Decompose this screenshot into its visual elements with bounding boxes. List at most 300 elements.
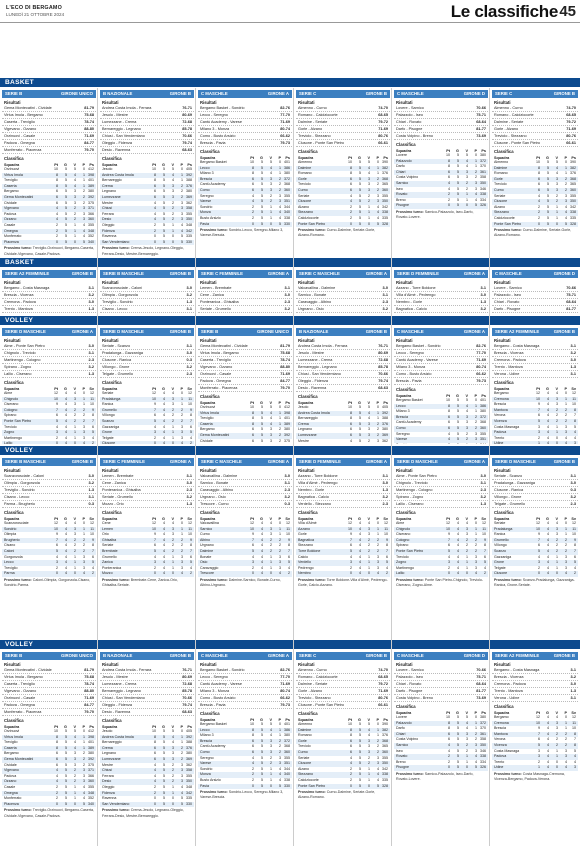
league-name: SERIE B [5, 91, 23, 96]
col-label: V [269, 156, 272, 160]
stat-cell: 0 [74, 441, 76, 444]
match-score: 75-71 [566, 293, 576, 297]
standings-block [492, 652, 578, 848]
stat-cell: 4 [56, 773, 58, 778]
stat-cell: 5 [457, 409, 459, 414]
stat-cell: 2 [83, 418, 85, 423]
stat-cell: 0 [172, 239, 174, 244]
stat-cell: 8 [538, 165, 540, 170]
stat-cell: 392 [186, 172, 192, 177]
stat-cell: 2 [83, 200, 85, 205]
result-row [394, 112, 488, 119]
stat-cell: 328 [570, 221, 576, 226]
stat-cell: 5 [466, 715, 468, 719]
stat-cell: 4 [448, 180, 450, 185]
col-squadra: Squadra [396, 517, 412, 521]
stat-cell: 3 [556, 532, 558, 537]
match-teams: Treviolo - Stezzano [298, 134, 331, 138]
match-score: 3-1 [570, 474, 576, 478]
stat-cell: 4 [163, 521, 165, 525]
stat-cell: 3 [377, 565, 379, 570]
stat-cell: 2 [181, 543, 183, 548]
next-round-note [296, 789, 390, 802]
stat-cell: 2 [565, 187, 567, 192]
stat-cell: 2 [154, 790, 156, 795]
stat-cell: 4 [547, 731, 549, 736]
stat-cell: 1 [172, 228, 174, 233]
league-name: SERIE D MASCHILE [495, 459, 536, 464]
stat-cell: 5 [457, 748, 459, 753]
stat-cell: 4 [163, 532, 165, 537]
match-score: 3-0 [570, 358, 576, 362]
group-name: GIRONE B [553, 653, 575, 658]
stat-cell: 2 [466, 180, 468, 185]
stat-cell [459, 443, 468, 444]
stat-cell: 1 [475, 164, 477, 169]
stat-cell: 330 [186, 239, 192, 244]
match-teams [200, 313, 222, 314]
team-name: Curno [298, 187, 308, 192]
col-label: Pt [348, 718, 352, 722]
col-label: Ps [481, 711, 486, 715]
stat-cell: 342 [186, 790, 192, 795]
league-name: SERIE D MASCHILE [397, 459, 438, 464]
stat-cell: 10 [348, 722, 352, 726]
standings-heading: Classifica [4, 510, 24, 515]
stat-cell: 3 [83, 430, 85, 435]
stat-cell: 3 [466, 414, 468, 419]
stat-cell: 6 [448, 543, 450, 548]
block-header [2, 90, 96, 98]
stat-cell: 2 [448, 754, 450, 759]
stat-cell: 348 [186, 222, 192, 227]
stat-cell: 2 [56, 784, 58, 789]
stat-cell: 352 [88, 796, 94, 801]
result-row [296, 385, 390, 392]
team-name: Gazzaniga [494, 554, 512, 559]
match-teams: Chiusi - San Vendemiano [298, 372, 341, 376]
block-header [394, 90, 488, 98]
match-teams: Gema Montecatini - Cividale [4, 668, 52, 672]
match-teams: Seriate - Scanzo [102, 344, 131, 348]
stat-cell: 5 [457, 715, 459, 719]
stat-cell: 2 [368, 548, 370, 553]
stat-cell: 3 [279, 199, 281, 204]
stat-cell: 382 [382, 727, 388, 732]
table-body [100, 167, 194, 245]
stat-cell: 4 [547, 407, 549, 412]
result-row [198, 674, 292, 681]
stat-cell: 2 [556, 737, 558, 742]
stat-cell: 2 [368, 193, 370, 198]
stat-cell: 3 [74, 756, 76, 761]
stat-cell: 1 [466, 759, 468, 764]
col-label: G [546, 156, 549, 160]
column-rule [97, 88, 98, 846]
stat-cell: 5 [261, 215, 263, 220]
stat-cell: 4 [270, 733, 272, 738]
stat-cell: 0 [74, 571, 76, 576]
team-name: Varese [396, 437, 408, 442]
col-label: G [64, 387, 67, 391]
match-teams: Darfo - Pisogne [494, 307, 521, 311]
stat-cell: 4 [261, 571, 263, 576]
stat-cell: 1 [556, 424, 558, 429]
stat-cell: 380 [480, 409, 486, 414]
match-teams: Bergamo Basket - Sondrio [200, 106, 245, 110]
team-name: Villa d'Almè [298, 521, 317, 525]
match-teams: Sarnico - Bonate [200, 481, 229, 485]
results-heading: Risultati [102, 662, 119, 667]
stat-cell: 4 [547, 543, 549, 548]
stat-cell: 4 [261, 526, 263, 531]
match-score: 80-76 [566, 134, 576, 138]
stat-cell: 5 [154, 548, 156, 553]
stat-cell: 2 [475, 548, 477, 553]
section-bar-volley-2: VOLLEY [0, 446, 580, 455]
stat-cell: 3 [172, 532, 174, 537]
stat-cell: 8 [92, 543, 94, 548]
stat-cell: 5 [359, 410, 361, 415]
stat-cell: 5 [386, 560, 388, 565]
stat-cell: 2 [538, 215, 540, 220]
stat-cell: 5 [547, 160, 549, 164]
stat-cell: 3 [377, 438, 379, 443]
group-name: GIRONE B [553, 91, 575, 96]
standings-heading: Classifica [200, 149, 220, 154]
team-name: Seregno [200, 193, 214, 198]
team-name: Bergamo [200, 427, 215, 432]
stat-cell: 0 [556, 221, 558, 226]
result-row [296, 364, 390, 371]
stat-cell: 1 [538, 441, 540, 444]
stat-cell: 350 [186, 779, 192, 784]
stat-cell: 0 [368, 221, 370, 226]
stat-cell: 8 [252, 171, 254, 176]
stat-cell: 0 [377, 722, 379, 726]
stat-cell: 2 [74, 543, 76, 548]
stat-cell: 4 [163, 441, 165, 444]
match-teams: Spirano - Zogno [396, 495, 424, 499]
page-title: Le classifiche [450, 2, 558, 21]
team-name: Almenno [298, 722, 313, 726]
stat-cell: 2 [56, 565, 58, 570]
stat-cell: 2 [377, 176, 379, 181]
stat-cell: 2 [475, 737, 477, 742]
stat-cell: 5 [261, 427, 263, 432]
result-row [296, 357, 390, 364]
team-name: Seriate [298, 755, 310, 760]
stat-cell: 401 [284, 160, 290, 164]
col-label: V [465, 394, 468, 398]
stat-cell: 12 [384, 521, 388, 525]
result-row [296, 140, 390, 147]
stat-cell: 0 [252, 221, 254, 226]
stat-cell: 365 [570, 182, 576, 187]
stat-cell: 376 [382, 421, 388, 426]
match-score: 68-65 [566, 113, 576, 117]
stat-cell: 3 [83, 768, 85, 773]
stat-cell: 0 [154, 571, 156, 576]
match-score: 70-66 [182, 696, 192, 700]
team-name: Caserta [4, 745, 17, 750]
match-teams: Seriate - Grumello [200, 307, 231, 311]
stat-cell: 4 [574, 754, 576, 759]
result-row [100, 147, 194, 154]
team-name: Urgnano [200, 543, 214, 548]
stat-cell: 7 [574, 737, 576, 742]
stat-cell: 4 [350, 438, 352, 443]
team-name: Monferrato [4, 234, 22, 239]
stat-cell: 355 [382, 193, 388, 198]
stat-cell: 370 [480, 726, 486, 731]
stat-cell: 1 [181, 740, 183, 745]
match-score: 1-3 [570, 689, 576, 693]
col-label: V [367, 718, 370, 722]
next-round-label: Prossimo turno: [4, 808, 33, 813]
match-teams: Brescia - Vicenza [494, 351, 524, 355]
team-name: Ozzano [4, 217, 17, 222]
next-round-label: Prossimo turno: [4, 577, 33, 582]
stat-cell: 2 [92, 441, 94, 444]
col-squadra: Squadra [494, 156, 510, 160]
col-squadra: Squadra [200, 156, 216, 160]
stat-cell: 1 [83, 183, 85, 188]
stat-cell: 2 [181, 756, 183, 761]
stat-cell: 5 [359, 215, 361, 220]
match-score: 3-0 [284, 293, 290, 297]
group-name: GIRONE B [71, 459, 93, 464]
stat-cell: 3 [377, 199, 379, 204]
team-name: Almenno [494, 160, 509, 164]
stat-cell: 376 [570, 171, 576, 176]
standings-heading: Classifica [396, 704, 416, 709]
stat-cell: 4 [368, 727, 370, 732]
stat-cell: 1 [475, 532, 477, 537]
stat-cell: 1 [466, 560, 468, 565]
stat-cell: 0 [83, 391, 85, 395]
result-row [296, 674, 390, 681]
result-row [198, 313, 292, 314]
match-teams: Bergamo Basket - Sondrio [200, 668, 245, 672]
stat-cell: 360 [382, 187, 388, 192]
team-name: Omegna [4, 790, 18, 795]
team-name: Dalmine [298, 727, 312, 732]
match-teams: Chiusi - San Vendemiano [102, 134, 145, 138]
match-teams: Lecco - Seregno [200, 675, 228, 679]
stat-cell: 5 [368, 405, 370, 409]
stat-cell: 5 [457, 180, 459, 185]
match-teams: Martinengo - Cologno [4, 358, 41, 362]
result-row [296, 695, 390, 702]
stat-cell: 1 [181, 734, 183, 739]
standings-block [394, 652, 488, 848]
stat-cell: 6 [56, 413, 58, 418]
match-score: 1-3 [186, 502, 192, 506]
table-body [394, 715, 488, 771]
match-teams: Verdello - Stezzano [298, 502, 331, 506]
league-name: SERIE A2 FEMMINILE [495, 653, 540, 658]
stat-cell: 4 [448, 437, 450, 442]
table-body [2, 521, 96, 577]
match-score: 3-1 [186, 307, 192, 311]
stat-cell: 3 [538, 748, 540, 753]
result-row [394, 133, 488, 140]
result-row [394, 292, 488, 299]
stat-cell: 10 [90, 402, 94, 407]
team-name: Ranica [494, 532, 506, 537]
col-label: G [358, 401, 361, 405]
match-teams: Clusone - Ponte San Pietro [298, 141, 345, 145]
match-score: 1-3 [186, 300, 192, 304]
stat-cell: 3 [475, 565, 477, 570]
standings-block [394, 90, 488, 256]
stat-cell: 1 [279, 171, 281, 176]
stat-cell: 1 [538, 765, 540, 770]
col-label: V [171, 163, 174, 167]
stat-cell: 2 [475, 543, 477, 548]
stat-cell: 2 [279, 738, 281, 743]
stat-cell: 3 [270, 749, 272, 754]
match-teams: Caserta - Treviglio [200, 358, 231, 362]
block-header [296, 90, 390, 98]
col-label: Pt [250, 401, 254, 405]
result-row [296, 343, 390, 350]
stat-cell: 372 [480, 158, 486, 163]
result-row [296, 667, 390, 674]
match-score: 77-70 [280, 675, 290, 679]
stat-cell: 5 [457, 197, 459, 202]
match-teams: Pradalunga - Gazzaniga [102, 351, 143, 355]
team-name: Azzano [298, 526, 310, 531]
stat-cell: 9 [252, 532, 254, 537]
stat-cell: 9 [538, 402, 540, 407]
stat-cell: 350 [480, 742, 486, 747]
stat-cell: 12 [572, 391, 576, 395]
team-name: Milano 3 [200, 733, 214, 738]
result-row [492, 487, 578, 494]
stat-cell: 5 [359, 438, 361, 443]
stat-cell: 2 [270, 537, 272, 542]
stat-cell: 2 [172, 407, 174, 412]
stat-cell: 5 [65, 194, 67, 199]
stat-cell: 7 [484, 548, 486, 553]
stat-cell: 4 [270, 410, 272, 415]
table-body [2, 729, 96, 807]
stat-cell: 3 [172, 751, 174, 756]
stat-cell: 11 [572, 526, 576, 531]
stat-cell: 2 [56, 222, 58, 227]
section-bar-volley-3: VOLLEY [0, 640, 580, 649]
team-name: Stezzano [298, 210, 313, 215]
match-score: 0-3 [186, 358, 192, 362]
match-teams: Alme - Ponte San Pietro [396, 474, 437, 478]
stat-cell: 2 [181, 183, 183, 188]
stat-cell: 3 [83, 565, 85, 570]
stat-cell: 3 [181, 424, 183, 429]
stat-cell: 8 [252, 416, 254, 421]
stat-cell: 1 [556, 210, 558, 215]
group-name: GIRONE D [463, 653, 485, 658]
stat-cell: 2 [279, 176, 281, 181]
team-name: Pavia [200, 783, 209, 788]
stat-cell: 412 [284, 405, 290, 409]
stat-cell: 4 [547, 435, 549, 440]
match-teams: Oleggio - Fidenza [102, 703, 132, 707]
match-score: 80-69 [182, 113, 192, 117]
stat-cell: 2 [83, 537, 85, 542]
stat-cell: 3 [556, 187, 558, 192]
match-teams: Vigevano - Ozzano [200, 365, 233, 369]
col-label: P [82, 387, 85, 391]
stat-cell: 3 [574, 765, 576, 770]
stat-cell: 4 [466, 158, 468, 163]
stat-cell: 3 [565, 565, 567, 570]
col-label: G [162, 725, 165, 729]
stat-cell: 10 [152, 526, 156, 531]
stat-cell: 5 [448, 548, 450, 553]
results-heading: Risultati [494, 468, 511, 473]
stat-cell: 3 [466, 731, 468, 736]
stat-cell: 8 [190, 543, 192, 548]
stat-cell: 10 [250, 526, 254, 531]
stat-cell: 2 [74, 217, 76, 222]
team-name: Cologno [4, 407, 18, 412]
stat-cell: 4 [466, 403, 468, 408]
stat-cell: 12 [54, 391, 58, 395]
team-name: Spirano [396, 543, 409, 548]
stat-cell: 1 [172, 565, 174, 570]
stat-cell: 1 [475, 403, 477, 408]
stat-cell: 4 [457, 543, 459, 548]
stat-cell: 2 [252, 204, 254, 209]
stat-cell: 5 [457, 403, 459, 408]
match-score: 3-2 [88, 293, 94, 297]
team-name: Como [200, 187, 210, 192]
stat-cell: 388 [382, 416, 388, 421]
group-name: GIRONE UNICO [61, 653, 93, 658]
match-score: 3-2 [480, 495, 486, 499]
result-row [198, 292, 292, 299]
stat-cell: 362 [382, 438, 388, 443]
stat-cell: 5 [457, 398, 459, 402]
next-round-note [296, 577, 390, 590]
match-score: 71-69 [280, 682, 290, 686]
result-row [394, 378, 488, 385]
match-score: 2-3 [88, 358, 94, 362]
team-name: Ponte San Pietro [396, 548, 424, 553]
stat-cell: 5 [163, 167, 165, 171]
group-name: GIRONE D [553, 271, 575, 276]
stat-cell: 5 [279, 221, 281, 226]
col-label: Pt [446, 394, 450, 398]
match-score: 82-76 [280, 106, 290, 110]
stat-cell: 330 [284, 783, 290, 788]
stat-cell: 5 [261, 438, 263, 443]
stat-cell: 5 [457, 731, 459, 736]
col-label: Pt [446, 517, 450, 521]
team-name: Spirano [4, 413, 17, 418]
stat-cell: 4 [457, 532, 459, 537]
standings-block [100, 90, 194, 256]
league-name: SERIE D FEMMINILE [299, 459, 342, 464]
stat-cell: 1 [368, 210, 370, 215]
stat-cell: 0 [538, 571, 540, 576]
col-label: Sv [571, 387, 576, 391]
stat-cell: 4 [547, 565, 549, 570]
group-name: GIRONE A [71, 329, 93, 334]
results-heading: Risultati [494, 280, 511, 285]
